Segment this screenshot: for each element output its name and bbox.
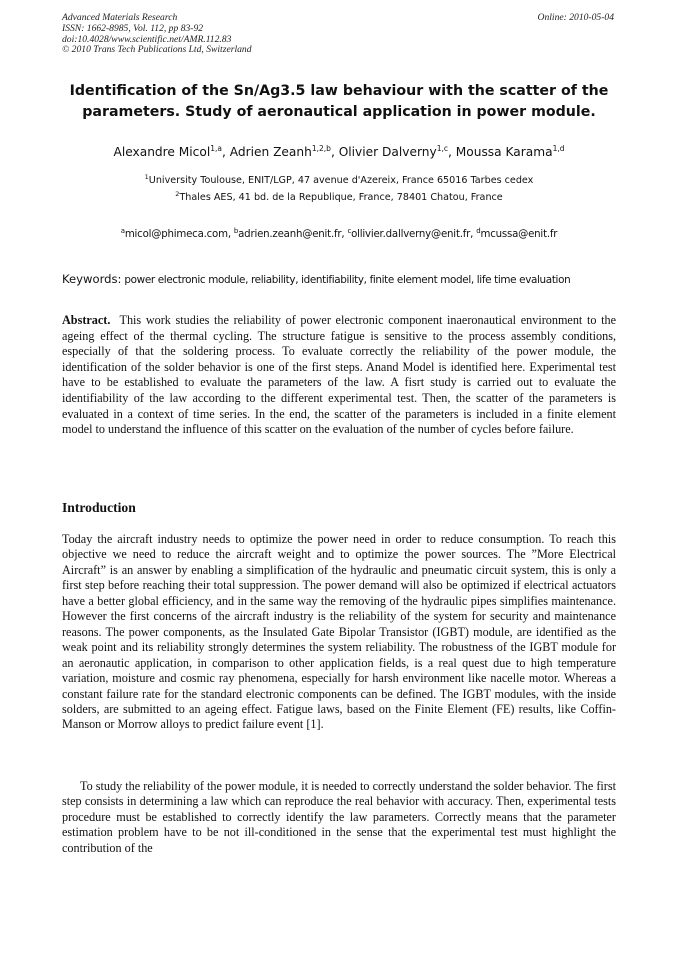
section-heading-introduction: Introduction xyxy=(62,500,136,515)
email-link[interactable]: mcussa@enit.fr xyxy=(480,229,558,240)
email-mark: b xyxy=(233,227,239,235)
email-list xyxy=(62,229,616,240)
email-link[interactable]: adrien.zeanh@enit.fr xyxy=(238,229,342,240)
journal-name: Advanced Materials Research xyxy=(62,12,178,23)
author-separator: , xyxy=(330,145,339,159)
affiliation-mark: 2 xyxy=(175,190,180,198)
affiliation-text: Thales AES, 41 bd. de la Republique, France, 78401 Chatou, France xyxy=(179,192,503,203)
author-name: Olivier Dalverny xyxy=(338,145,437,159)
paper-title: Identification of the Sn/Ag3.5 law behaviour with the scatter of the parameters. Study of aeronautical application in power module. xyxy=(69,83,609,120)
affiliation-mark: 1 xyxy=(144,173,149,181)
author-affiliation-mark: 1,c xyxy=(436,144,448,153)
author-name: Adrien Zeanh xyxy=(229,145,312,159)
issn-line: ISSN: 1662-8985, Vol. 112, pp 83-92 xyxy=(62,22,204,34)
author-separator: , xyxy=(221,145,230,159)
author-list xyxy=(62,145,616,159)
author-affiliation-mark: 1,d xyxy=(552,144,565,153)
email-mark: c xyxy=(347,227,352,235)
online-date: Online: 2010-05-04 xyxy=(537,12,614,23)
affiliation-1 xyxy=(62,175,616,186)
keywords-block xyxy=(62,271,616,289)
abstract-text: This work studies the reliability of power electronic component inaeronautical environment to the ageing effect of the thermal cycling. The structure fatigue is sensitive to the process assembly conditions, especially of that the soldering process. To evaluate correctly the reliability of the power module, the identification of the solder behavior is one of the first steps. Anand Model is identified here. Experimental test have to be established to evaluate the parameters of the law. A fisrt study is carried out to evaluate the identifiability of the law according to the different experimental test. Then, the scatter of the parameters is evaluated in a context of time series. In the end, the scatter of the parameters is included in a finite element model to understand the influence of this scatter on the evaluation of the number of cycles before failure. xyxy=(62,313,616,437)
email-separator: , xyxy=(470,229,477,240)
email-link[interactable]: micol@phimeca.com xyxy=(124,229,228,240)
email-mark: a xyxy=(120,227,125,235)
email-separator: , xyxy=(227,229,234,240)
journal-header xyxy=(62,13,252,56)
author-affiliation-mark: 1,2,b xyxy=(311,144,331,153)
author-name: Moussa Karama xyxy=(455,145,553,159)
author-affiliation-mark: 1,a xyxy=(210,144,222,153)
affiliation-text: University Toulouse, ENIT/LGP, 47 avenue d'Azereix, France 65016 Tarbes cedex xyxy=(148,175,534,186)
abstract-block xyxy=(62,313,616,438)
author-name: Alexandre Micol xyxy=(113,145,211,159)
keywords-text: power electronic module, reliability, identifiability, finite element model, life time evaluation xyxy=(124,274,571,286)
keywords-label: Keywords: xyxy=(62,272,122,286)
author-separator: , xyxy=(448,145,456,159)
doi-line: doi:10.4028/www.scientific.net/AMR.112.83 xyxy=(62,33,232,45)
introduction-paragraph-1: Today the aircraft industry needs to optimize the power need in order to reduce consumption. To reach this objective we need to reduce the aircraft weight and to optimize the power sources. The ”More Electrical Aircraft” is an answer by enabling a simplification of the hydraulic and pneumatic circuit system, this is only a first step before reaching their total suppression. The power demand will also be optimized if electrical actuators have a better global efficiency, and in the same way the removing of the hydraulic pipes simplifies maintenance. However the first concerns of the aircraft industry is the reliability of the system for security and maintenance reasons. The power components, as the Insulated Gate Bipolar Transistor (IGBT) module, are identified as the weak point and its reliability strongly determines the system reliability. The robustness of the IGBT module for an aeronautic application, in comparison to other application fields, is a real quest due to high temperature variation, moisture and cosmic ray phenomena, especially for harsh environment like nacelle motor. Whereas a constant failure rate for the standard electronic components can be defined. The IGBT modules, with the inside solders, are submitted to an ageing effect. Fatigue laws, based on the Finite Element (FE) results, like Coffin-Manson or Morrow alloys to predict failure event [1]. xyxy=(62,532,616,732)
affiliation-2 xyxy=(62,192,616,203)
copyright-line: © 2010 Trans Tech Publications Ltd, Switzerland xyxy=(62,44,252,56)
email-link[interactable]: ollivier.dallverny@enit.fr xyxy=(351,229,471,240)
introduction-paragraph-2: To study the reliability of the power module, it is needed to correctly understand the solder behavior. The first step consists in determining a law which can reproduce the real behavior with accuracy. Then, experimental tests procedure must be established to correctly identify the law parameters. Correctly means that the parameter estimation problem have to be not ill-conditioned in the sense that the experimental test must highlight the contribution of the xyxy=(62,779,616,855)
abstract-label: Abstract. xyxy=(62,313,111,327)
email-separator: , xyxy=(341,229,348,240)
email-mark: d xyxy=(476,227,481,235)
